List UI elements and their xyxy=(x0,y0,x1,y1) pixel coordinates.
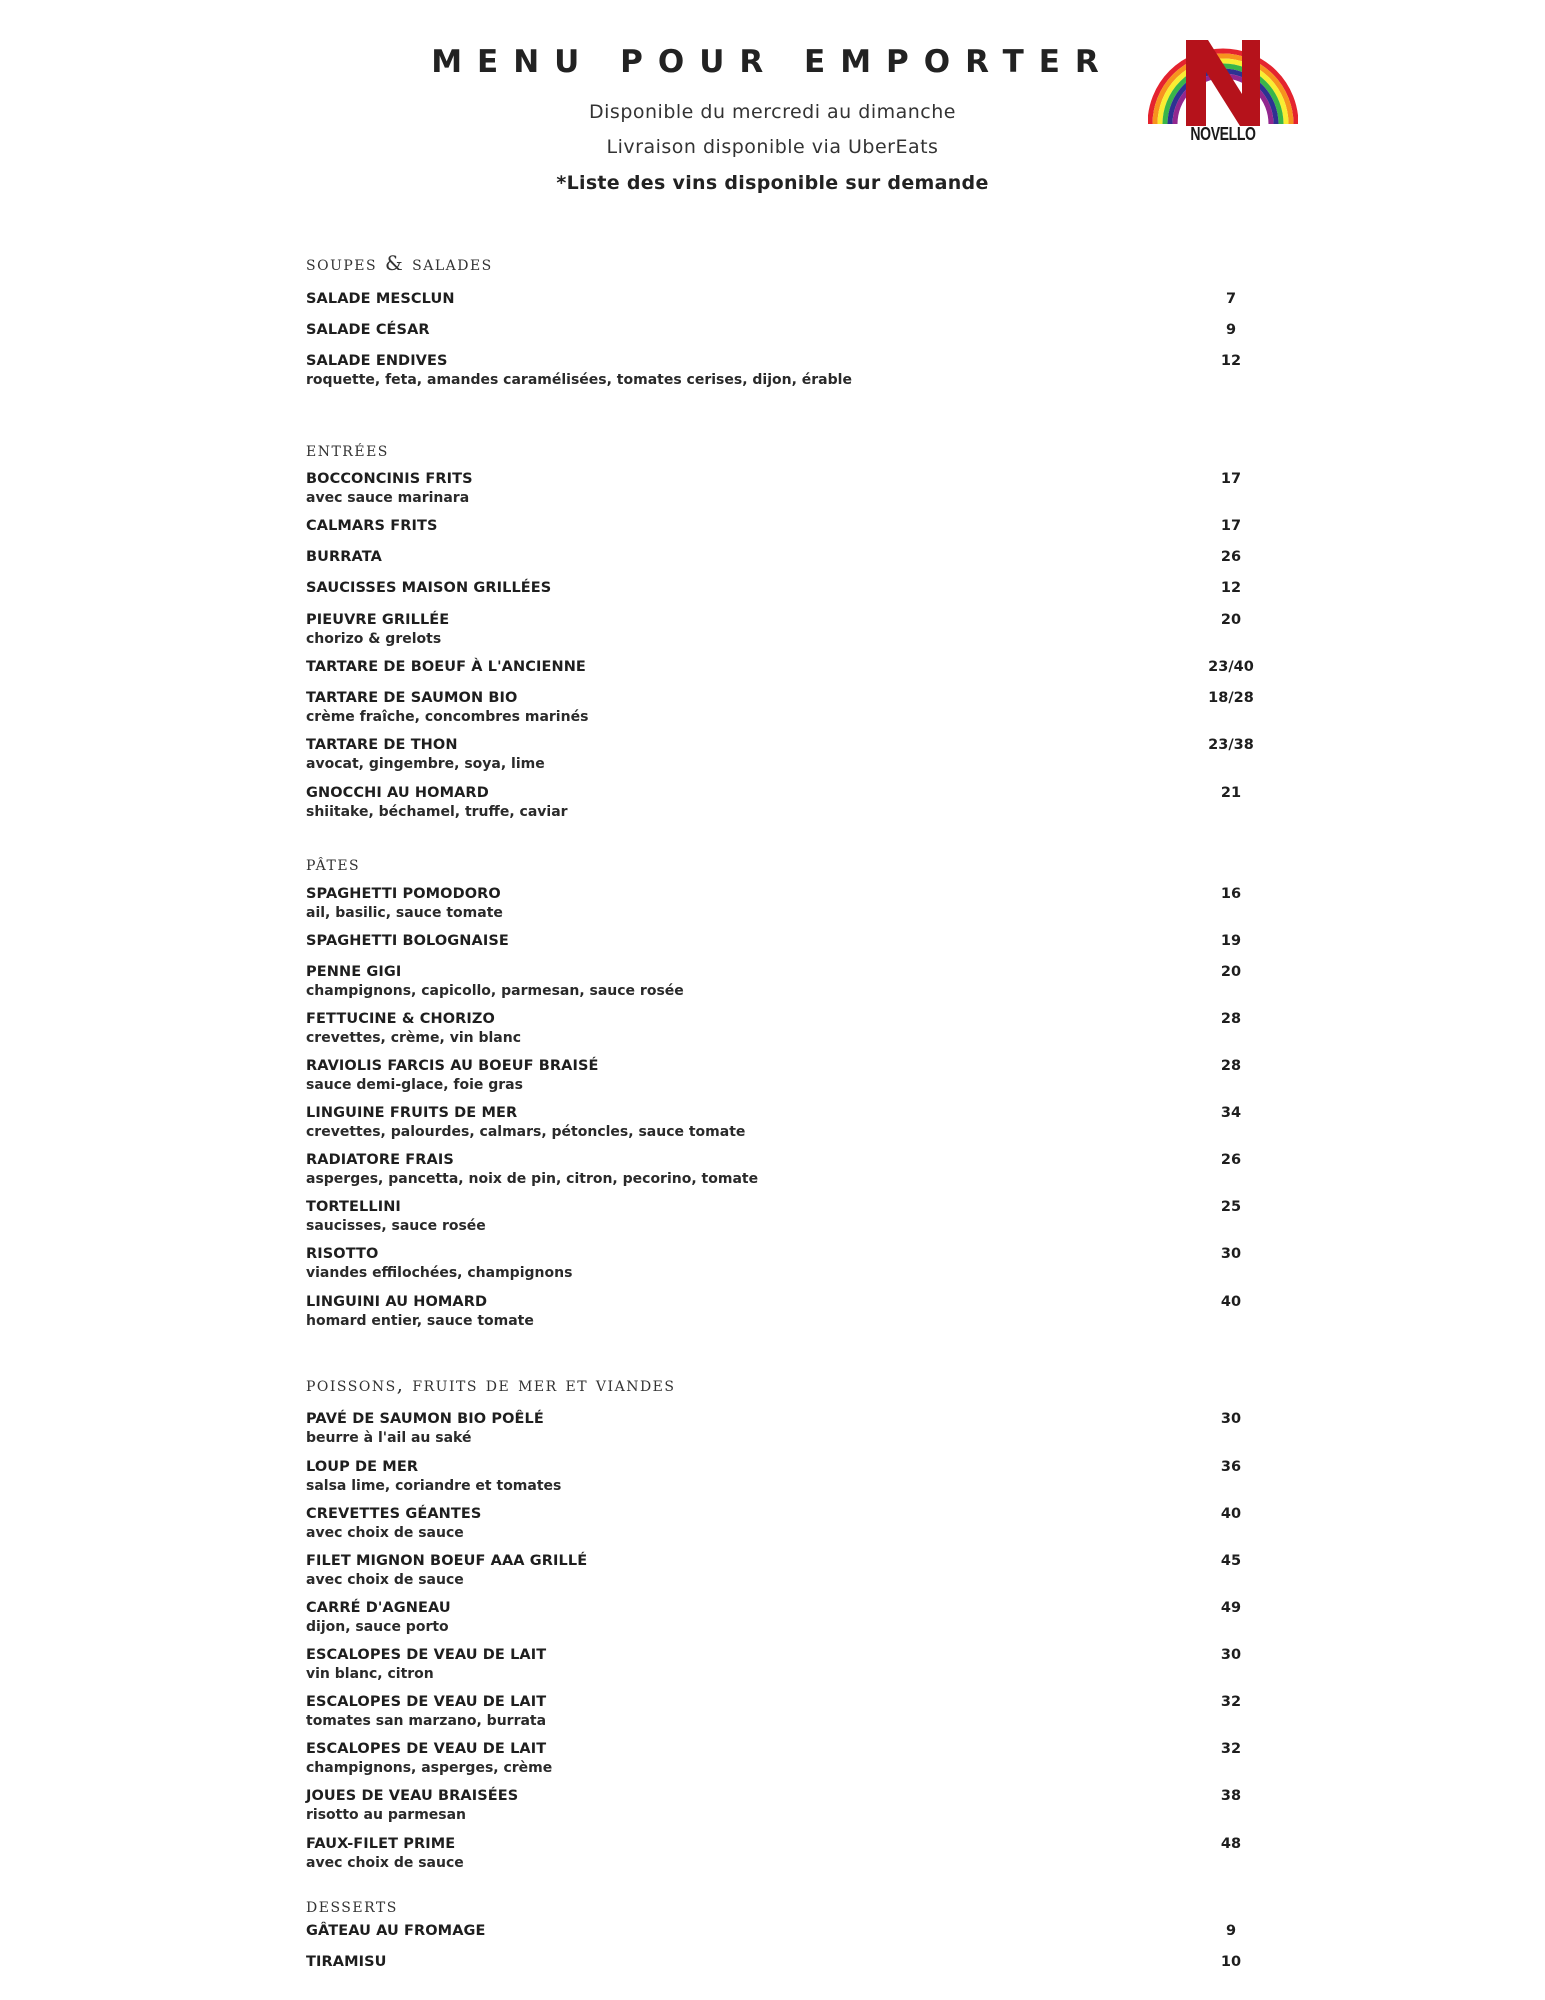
section-title-desserts: desserts xyxy=(306,1893,398,1917)
item-name: BURRATA xyxy=(306,549,382,565)
item-description: tomates san marzano, burrata xyxy=(306,1713,547,1729)
item-name: SAUCISSES MAISON GRILLÉES xyxy=(306,580,552,596)
item-price: 45 xyxy=(1220,1553,1242,1569)
item-price: 9 xyxy=(1225,1923,1237,1939)
item-description: crevettes, crème, vin blanc xyxy=(306,1030,521,1046)
item-price: 9 xyxy=(1225,322,1237,338)
menu-item xyxy=(306,1600,1242,1635)
item-description: asperges, pancetta, noix de pin, citron, pecorino, tomate xyxy=(306,1171,759,1187)
menu-item xyxy=(306,1459,1242,1494)
menu-item xyxy=(306,1647,1242,1682)
item-price: 19 xyxy=(1220,933,1242,949)
menu-item xyxy=(306,886,1242,921)
item-name: GNOCCHI AU HOMARD xyxy=(306,785,489,801)
menu-item xyxy=(306,933,1242,949)
item-price: 20 xyxy=(1220,612,1242,628)
item-description: champignons, capicollo, parmesan, sauce rosée xyxy=(306,983,684,999)
item-description: roquette, feta, amandes caramélisées, tomates cerises, dijon, érable xyxy=(306,372,852,388)
item-description: saucisses, sauce rosée xyxy=(306,1218,486,1234)
item-description: crème fraîche, concombres marinés xyxy=(306,709,589,725)
item-name: RADIATORE FRAIS xyxy=(306,1152,454,1168)
item-price: 12 xyxy=(1220,353,1242,369)
item-price: 16 xyxy=(1220,886,1242,902)
item-description: vin blanc, citron xyxy=(306,1666,434,1682)
item-name: FETTUCINE & CHORIZO xyxy=(306,1011,495,1027)
item-price: 28 xyxy=(1220,1011,1242,1027)
item-price: 38 xyxy=(1220,1788,1242,1804)
item-name: ESCALOPES DE VEAU DE LAIT xyxy=(306,1741,547,1757)
item-price: 34 xyxy=(1220,1105,1242,1121)
menu-item xyxy=(306,353,1242,388)
rainbow-n-logo-icon xyxy=(1148,34,1298,129)
item-description: avocat, gingembre, soya, lime xyxy=(306,756,545,772)
menu-item xyxy=(306,1923,1237,1939)
menu-item xyxy=(306,690,1254,725)
menu-item xyxy=(306,659,1254,675)
item-description: chorizo & grelots xyxy=(306,631,442,647)
item-price: 40 xyxy=(1220,1294,1242,1310)
item-description: viandes effilochées, champignons xyxy=(306,1265,573,1281)
item-name: CREVETTES GÉANTES xyxy=(306,1506,482,1522)
item-description: beurre à l'ail au saké xyxy=(306,1430,472,1446)
item-name: PIEUVRE GRILLÉE xyxy=(306,612,450,628)
item-description: homard entier, sauce tomate xyxy=(306,1313,534,1329)
section-title-pates: pâtes xyxy=(306,851,361,875)
item-name: TARTARE DE SAUMON BIO xyxy=(306,690,518,706)
item-name: TORTELLINI xyxy=(306,1199,401,1215)
menu-item xyxy=(306,518,1242,534)
menu-item xyxy=(306,549,1242,565)
item-name: SALADE ENDIVES xyxy=(306,353,448,369)
menu-item xyxy=(306,1058,1242,1093)
item-name: SALADE CÉSAR xyxy=(306,322,430,338)
item-name: SPAGHETTI BOLOGNAISE xyxy=(306,933,509,949)
item-price: 25 xyxy=(1220,1199,1242,1215)
logo-text: NOVELLO xyxy=(1190,124,1256,144)
item-name: FILET MIGNON BOEUF AAA GRILLÉ xyxy=(306,1553,588,1569)
item-price: 21 xyxy=(1220,785,1242,801)
item-price: 26 xyxy=(1220,1152,1242,1168)
item-description: sauce demi-glace, foie gras xyxy=(306,1077,523,1093)
item-name: JOUES DE VEAU BRAISÉES xyxy=(306,1788,519,1804)
menu-item xyxy=(306,1011,1242,1046)
availability-text: Disponible du mercredi au dimanche xyxy=(589,101,956,123)
item-price: 30 xyxy=(1220,1411,1242,1427)
item-description: avec choix de sauce xyxy=(306,1572,464,1588)
item-name: SPAGHETTI POMODORO xyxy=(306,886,501,902)
item-name: RAVIOLIS FARCIS AU BOEUF BRAISÉ xyxy=(306,1058,599,1074)
menu-item xyxy=(306,737,1254,772)
item-name: FAUX-FILET PRIME xyxy=(306,1836,456,1852)
section-title-poissons-viandes: poissons, fruits de mer et viandes xyxy=(306,1372,676,1396)
item-price: 26 xyxy=(1220,549,1242,565)
menu-item xyxy=(306,580,1242,596)
menu-item xyxy=(306,785,1242,820)
item-price: 10 xyxy=(1220,1954,1242,1970)
page-title: MENU POUR EMPORTER xyxy=(431,44,1114,80)
item-price: 17 xyxy=(1220,518,1242,534)
item-price: 28 xyxy=(1220,1058,1242,1074)
item-name: RISOTTO xyxy=(306,1246,379,1262)
item-description: avec choix de sauce xyxy=(306,1855,464,1871)
menu-item xyxy=(306,1741,1242,1776)
item-name: LINGUINI AU HOMARD xyxy=(306,1294,488,1310)
item-price: 40 xyxy=(1220,1506,1242,1522)
item-name: CALMARS FRITS xyxy=(306,518,438,534)
menu-item xyxy=(306,1105,1242,1140)
item-name: LINGUINE FRUITS DE MER xyxy=(306,1105,518,1121)
menu-item xyxy=(306,1836,1242,1871)
menu-item xyxy=(306,1294,1242,1329)
item-name: PENNE GIGI xyxy=(306,964,402,980)
item-name: CARRÉ D'AGNEAU xyxy=(306,1600,451,1616)
item-name: ESCALOPES DE VEAU DE LAIT xyxy=(306,1694,547,1710)
item-name: TARTARE DE THON xyxy=(306,737,458,753)
item-description: dijon, sauce porto xyxy=(306,1619,449,1635)
item-price: 49 xyxy=(1220,1600,1242,1616)
item-name: GÂTEAU AU FROMAGE xyxy=(306,1923,486,1939)
item-price: 32 xyxy=(1220,1694,1242,1710)
menu-item xyxy=(306,1199,1242,1234)
menu-item xyxy=(306,1788,1242,1823)
item-price: 36 xyxy=(1220,1459,1242,1475)
delivery-text: Livraison disponible via UberEats xyxy=(606,136,939,158)
menu-item xyxy=(306,612,1242,647)
item-description: salsa lime, coriandre et tomates xyxy=(306,1478,562,1494)
item-description: champignons, asperges, crème xyxy=(306,1760,553,1776)
item-name: LOUP DE MER xyxy=(306,1459,419,1475)
item-name: ESCALOPES DE VEAU DE LAIT xyxy=(306,1647,547,1663)
section-title-soupes-salades: soupes & salades xyxy=(306,251,493,275)
menu-item xyxy=(306,964,1242,999)
item-price: 23/40 xyxy=(1208,659,1254,675)
menu-item xyxy=(306,471,1242,506)
section-title-entrees: entrées xyxy=(306,437,389,461)
novello-logo xyxy=(1148,34,1312,150)
menu-item xyxy=(306,291,1237,307)
item-price: 20 xyxy=(1220,964,1242,980)
item-name: TARTARE DE BOEUF À L'ANCIENNE xyxy=(306,659,586,675)
item-description: ail, basilic, sauce tomate xyxy=(306,905,503,921)
item-price: 7 xyxy=(1225,291,1237,307)
item-price: 32 xyxy=(1220,1741,1242,1757)
menu-item xyxy=(306,1246,1242,1281)
menu-item xyxy=(306,1954,1242,1970)
item-price: 30 xyxy=(1220,1246,1242,1262)
item-price: 17 xyxy=(1220,471,1242,487)
item-description: risotto au parmesan xyxy=(306,1807,467,1823)
item-description: crevettes, palourdes, calmars, pétoncles, sauce tomate xyxy=(306,1124,746,1140)
item-price: 23/38 xyxy=(1208,737,1254,753)
menu-item xyxy=(306,1694,1242,1729)
item-description: avec sauce marinara xyxy=(306,490,470,506)
wine-list-note: *Liste des vins disponible sur demande xyxy=(556,172,989,194)
item-price: 18/28 xyxy=(1208,690,1254,706)
item-description: avec choix de sauce xyxy=(306,1525,464,1541)
item-name: SALADE MESCLUN xyxy=(306,291,455,307)
menu-item xyxy=(306,1506,1242,1541)
item-description: shiitake, béchamel, truffe, caviar xyxy=(306,804,568,820)
item-name: BOCCONCINIS FRITS xyxy=(306,471,473,487)
item-price: 12 xyxy=(1220,580,1242,596)
item-name: TIRAMISU xyxy=(306,1954,387,1970)
item-price: 48 xyxy=(1220,1836,1242,1852)
menu-item xyxy=(306,1553,1242,1588)
item-name: PAVÉ DE SAUMON BIO POÊLÉ xyxy=(306,1411,544,1427)
menu-item xyxy=(306,1411,1242,1446)
menu-item xyxy=(306,322,1237,338)
item-price: 30 xyxy=(1220,1647,1242,1663)
menu-item xyxy=(306,1152,1242,1187)
